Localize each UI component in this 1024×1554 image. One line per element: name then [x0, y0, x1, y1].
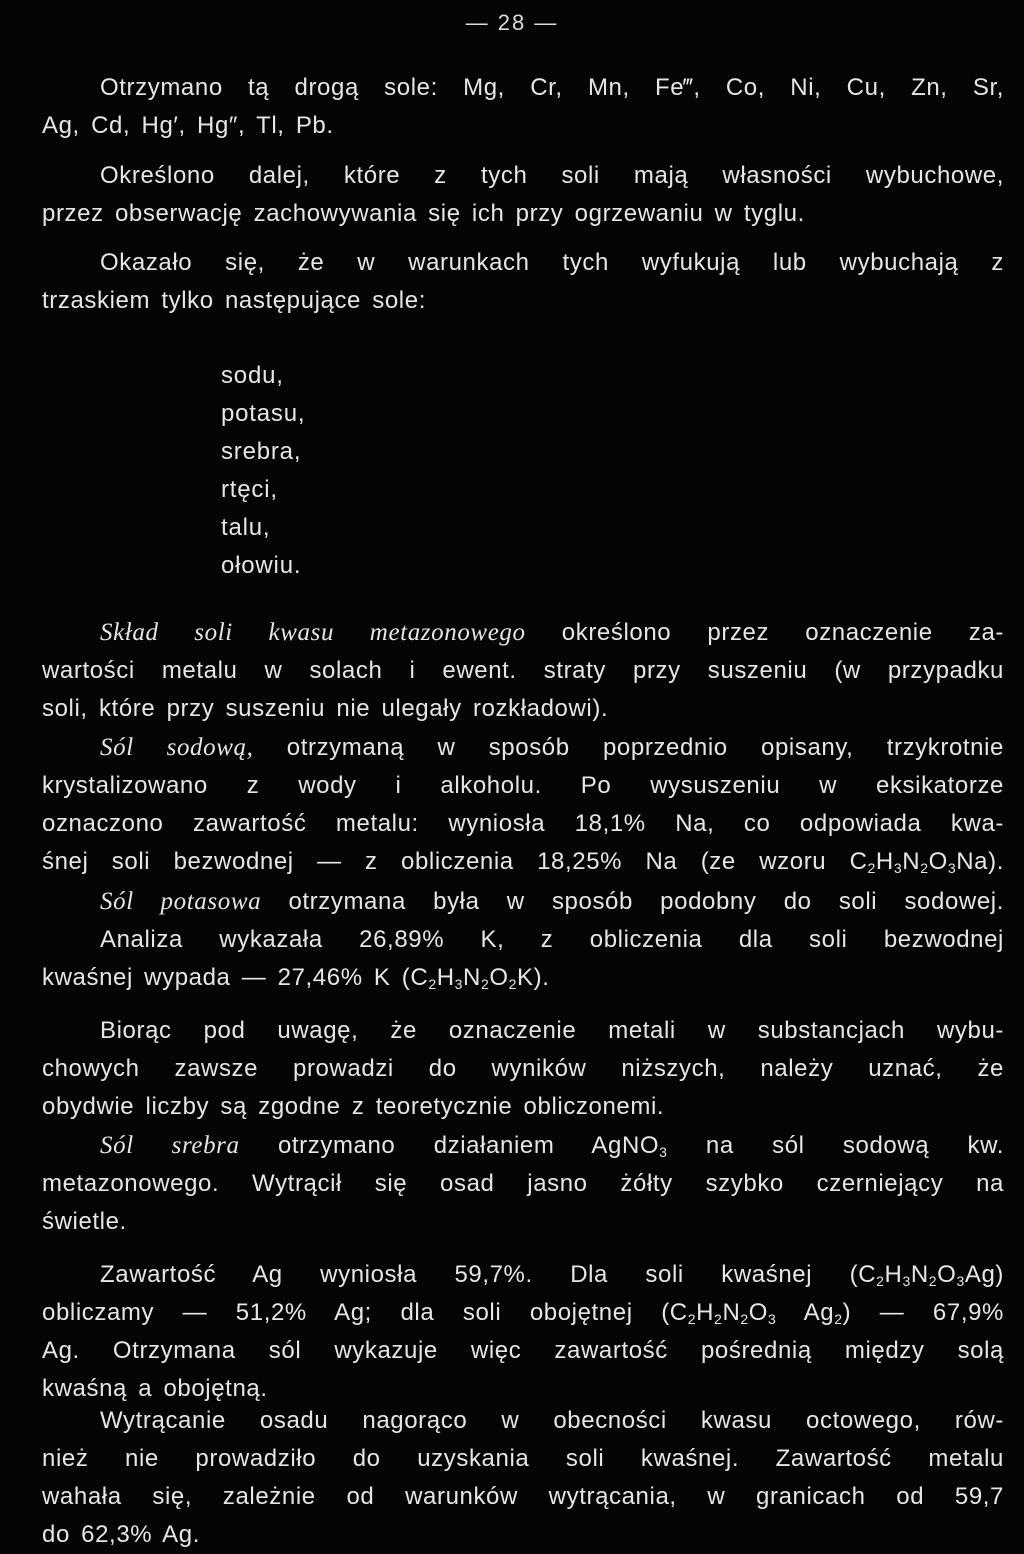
subscript: 2 [928, 1273, 938, 1289]
text-line [42, 1256, 1004, 1294]
text-span: Ag [803, 1299, 835, 1326]
text-span: H [696, 1299, 715, 1326]
text-span: N [463, 964, 481, 991]
text-line [42, 883, 1004, 921]
text-span: K). [517, 964, 550, 991]
text-line: świetle. [42, 1208, 127, 1235]
text-span: Ag) [964, 1261, 1004, 1288]
text-line [42, 614, 1004, 652]
text-line [42, 1127, 1004, 1165]
text-span: ) — 67,9% [842, 1299, 1004, 1326]
text-span: O [748, 1299, 769, 1326]
text-span: Na). [956, 848, 1004, 875]
paragraph-silver-content [42, 1256, 1004, 1408]
text-line: Ag. Otrzymana sól wykazuje więc zawartość pośrednią między solą [42, 1337, 1004, 1364]
text-line: do 62,3% Ag. [42, 1521, 200, 1548]
text-line: krystalizowano z wody i alkoholu. Po wysuszeniu w eksikatorze [42, 772, 1004, 799]
paragraph-explosive-properties [42, 157, 1004, 233]
paragraph-composition [42, 614, 1004, 728]
subscript: 2 [920, 860, 929, 876]
text-span: kwaśnej wypada — 27,46% K (C [42, 964, 429, 991]
text-line [42, 959, 1004, 997]
text-span: otrzymana była w sposób podobny do soli sodowej. [288, 888, 1004, 915]
italic-phrase: Sól potasowa [100, 888, 262, 915]
text-span: śnej soli bezwodnej — z obliczenia 18,25% Na (ze wzoru C [42, 848, 868, 875]
list-item: sodu, [221, 362, 284, 389]
subscript: 2 [834, 1311, 843, 1327]
subscript: 2 [876, 1273, 885, 1289]
text-line: soli, które przy suszeniu nie ulegały rozkładowi). [42, 695, 609, 722]
text-span: Zawartość Ag wyniosła 59,7%. Dla soli kwaśnej (C [100, 1261, 877, 1288]
subscript: 3 [956, 1273, 965, 1289]
text-line: trzaskiem tylko następujące sole: [42, 287, 426, 314]
text-line: nież nie prowadziło do uzyskania soli kwaśnej. Zawartość metalu [42, 1445, 1004, 1472]
text-line: wartości metalu w solach i ewent. straty przy suszeniu (w przypadku [42, 657, 1004, 684]
text-span: O [928, 848, 948, 875]
text-span: O [489, 964, 509, 991]
text-line: obydwie liczby są zgodne z teoretycznie obliczonemi. [42, 1093, 665, 1120]
subscript: 3 [893, 860, 903, 876]
text-line: metazonowego. Wytrącił się osad jasno żółty szybko czerniejący na [42, 1170, 1004, 1197]
text-line: Wytrącanie osadu nagorąco w obecności kwasu octowego, rów- [100, 1407, 1004, 1434]
text-line: Analiza wykazała 26,89% K, z obliczenia dla soli bezwodnej [100, 926, 1004, 953]
subscript: 3 [454, 976, 464, 992]
subscript: 3 [659, 1144, 668, 1160]
italic-phrase: Skład soli kwasu metazonowego [100, 619, 526, 646]
subscript: 2 [480, 976, 490, 992]
subscript: 2 [508, 976, 518, 992]
text-span: określono przez oznaczenie za- [561, 619, 1004, 646]
text-line: Otrzymano tą drogą sole: Mg, Cr, Mn, Fe‴, Co, Ni, Cu, Zn, Sr, [100, 74, 1004, 101]
text-line: wahała się, zależnie od warunków wytrącania, w granicach od 59,7 [42, 1483, 1004, 1510]
text-span: N [910, 1261, 929, 1288]
subscript: 2 [740, 1311, 749, 1327]
subscript: 2 [867, 860, 876, 876]
text-line [42, 729, 1004, 767]
text-line: Okazało się, że w warunkach tych wyfukują lub wybuchają z [100, 249, 1004, 276]
text-span: N [902, 848, 921, 875]
list-item: talu, [221, 514, 271, 541]
text-line: chowych zawsze prowadzi do wyników niższych, należy uznać, że [42, 1055, 1004, 1082]
list-item: ołowiu. [221, 552, 302, 579]
text-line: Biorąc pod uwagę, że oznaczenie metali w substancjach wybu- [100, 1017, 1004, 1044]
text-span: N [722, 1299, 741, 1326]
text-line: Określono dalej, które z tych soli mają własności wybuchowe, [100, 162, 1004, 189]
paragraph-potassium-salt [42, 883, 1004, 997]
text-span: H [875, 848, 894, 875]
subscript: 3 [902, 1273, 911, 1289]
subscript: 2 [428, 976, 437, 992]
subscript: 3 [768, 1311, 777, 1327]
text-line [42, 1294, 1004, 1332]
paragraph-metal-determination [42, 1012, 1004, 1126]
text-line: kwaśną a obojętną. [42, 1375, 268, 1402]
text-span: O [937, 1261, 957, 1288]
paragraph-precipitation [42, 1402, 1004, 1554]
list-item: rtęci, [221, 476, 278, 503]
text-line [42, 843, 1004, 881]
page-number: — 28 — [465, 10, 559, 35]
paragraph-salts-obtained [42, 69, 1004, 145]
text-span: na sól sodową kw. [705, 1132, 1004, 1159]
subscript: 2 [687, 1311, 697, 1327]
subscript: 3 [947, 860, 957, 876]
list-item: potasu, [221, 400, 306, 427]
text-span: H [436, 964, 455, 991]
text-line: oznaczono zawartość metalu: wyniosła 18,1% Na, co odpowiada kwa- [42, 810, 1004, 837]
italic-phrase: Sól sodową, [100, 734, 254, 761]
text-span: otrzymaną w sposób poprzednio opisany, trzykrotnie [286, 734, 1004, 761]
text-line: przez obserwację zachowywania się ich przy ogrzewaniu w tyglu. [42, 200, 805, 227]
text-span: otrzymano działaniem AgNO [277, 1132, 660, 1159]
text-span: H [884, 1261, 903, 1288]
list-item: srebra, [221, 438, 302, 465]
paragraph-sodium-salt [42, 729, 1004, 881]
text-line: Ag, Cd, Hg′, Hg″, Tl, Pb. [42, 112, 334, 139]
paragraph-explosive-salts [42, 244, 1004, 320]
salts-list [221, 357, 305, 585]
subscript: 2 [714, 1311, 723, 1327]
text-span: obliczamy — 51,2% Ag; dla soli obojętnej (C [42, 1299, 688, 1326]
paragraph-silver-salt [42, 1127, 1004, 1241]
italic-phrase: Sól srebra [100, 1132, 240, 1159]
